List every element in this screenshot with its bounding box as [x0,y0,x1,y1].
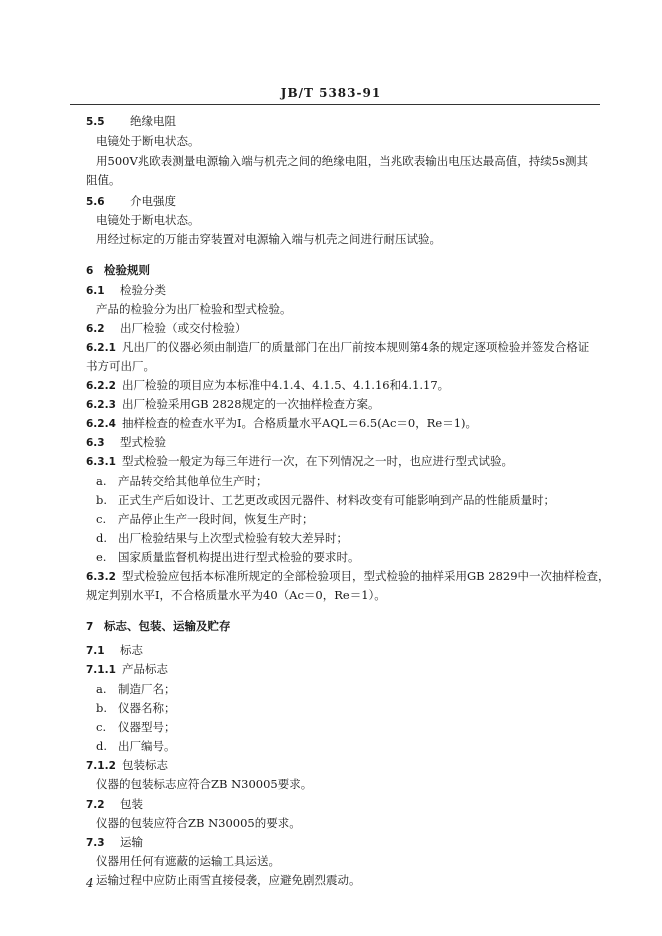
section-number: 6.3 [86,437,105,449]
section-title: 运输 [120,835,143,849]
clause-number: 7.1.1 [86,664,116,676]
list-item [96,684,176,696]
section-number: 7.3 [86,837,105,849]
clause-number: 6.3.1 [86,456,116,468]
list-item [96,476,268,488]
section-6-3-heading [86,437,166,449]
list-marker: e. [96,550,107,564]
header-rule [70,104,600,105]
list-text: 仪器型号； [118,720,176,734]
clause-text: 出厂检验采用GB 2828规定的一次抽样检查方案。 [122,397,380,411]
clause-number: 6.2.4 [86,418,116,430]
paragraph: 书方可出厂。 [86,359,155,373]
clause-6-3-2 [86,571,610,583]
list-item [96,722,176,734]
section-title: 绝缘电阻 [130,114,176,128]
chapter-title: 检验规则 [104,263,150,277]
paragraph: 仪器的包装标志应符合ZB N30005要求。 [96,777,313,791]
list-item [96,533,348,545]
clause-6-2-3 [86,399,380,411]
section-title: 型式检验 [120,435,166,449]
chapter-number: 6 [86,265,94,277]
chapter-7-heading [86,621,231,633]
chapter-title: 标志、包装、运输及贮存 [104,619,231,633]
list-text: 产品转交给其他单位生产时； [118,474,268,488]
list-text: 制造厂名； [118,682,176,696]
list-item [96,495,555,507]
list-item [96,514,314,526]
paragraph: 仪器用任何有遮蔽的运输工具运送。 [96,854,280,868]
list-marker: d. [96,531,108,545]
section-number: 6.2 [86,323,105,335]
section-number: 5.5 [86,116,105,128]
list-text: 仪器名称； [118,701,176,715]
standard-code-header: JB/T 5383-91 [280,86,382,100]
section-number: 7.2 [86,799,105,811]
list-text: 出厂编号。 [118,739,176,753]
list-marker: a. [96,474,107,488]
clause-number: 7.1.2 [86,760,116,772]
clause-title: 包装标志 [122,758,168,772]
section-title: 出厂检验（或交付检验） [120,321,247,335]
section-number: 5.6 [86,196,105,208]
paragraph: 电镜处于断电状态。 [96,213,200,227]
clause-6-2-4 [86,418,477,430]
section-5-5-heading [86,116,176,128]
clause-number: 6.2.2 [86,380,116,392]
paragraph: 规定判别水平Ⅰ，不合格质量水平为40（Ac＝0，Re＝1）。 [86,588,386,602]
section-6-2-heading [86,323,247,335]
paragraph: 用经过标定的万能击穿装置对电源输入端与机壳之间进行耐压试验。 [96,232,441,246]
list-marker: d. [96,739,108,753]
page-number: 4 [86,876,94,890]
paragraph: 电镜处于断电状态。 [96,134,200,148]
list-marker: c. [96,720,107,734]
list-item [96,703,176,715]
section-title: 介电强度 [130,194,176,208]
list-marker: c. [96,512,107,526]
paragraph: 产品的检验分为出厂检验和型式检验。 [96,302,292,316]
chapter-number: 7 [86,621,94,633]
section-number: 6.1 [86,285,105,297]
section-7-3-heading [86,837,143,849]
clause-number: 6.2.3 [86,399,116,411]
list-text: 出厂检验结果与上次型式检验有较大差异时； [118,531,348,545]
section-title: 检验分类 [120,283,166,297]
clause-6-2-2 [86,380,449,392]
section-title: 包装 [120,797,143,811]
list-marker: b. [96,701,108,715]
section-number: 7.1 [86,645,105,657]
clause-text: 抽样检查的检查水平为Ⅰ。合格质量水平AQL＝6.5(Ac＝0，Re＝1)。 [122,416,478,430]
clause-title: 产品标志 [122,662,168,676]
list-item [96,552,360,564]
clause-6-3-1 [86,456,513,468]
paragraph: 仪器的包装应符合ZB N30005的要求。 [96,816,301,830]
paragraph: 用500V兆欧表测量电源输入端与机壳之间的绝缘电阻，当兆欧表输出电压达最高值，持续5s测其 [96,154,588,168]
clause-text: 型式检验应包括本标准所规定的全部检验项目，型式检验的抽样采用GB 2829中一次抽样检查， [122,569,610,583]
clause-text: 型式检验一般定为每三年进行一次，在下列情况之一时，也应进行型式试验。 [122,454,513,468]
clause-6-2-1 [86,342,589,354]
list-marker: a. [96,682,107,696]
section-6-1-heading [86,285,166,297]
clause-number: 6.3.2 [86,571,116,583]
list-text: 产品停止生产一段时间，恢复生产时； [118,512,314,526]
clause-text: 出厂检验的项目应为本标准中4.1.4、4.1.5、4.1.16和4.1.17。 [122,378,450,392]
clause-number: 6.2.1 [86,342,116,354]
list-marker: b. [96,493,108,507]
section-7-1-heading [86,645,143,657]
paragraph: 阻值。 [86,173,121,187]
chapter-6-heading [86,265,150,277]
list-text: 国家质量监督机构提出进行型式检验的要求时。 [118,550,360,564]
section-7-2-heading [86,799,143,811]
clause-text: 凡出厂的仪器必须由制造厂的质量部门在出厂前按本规则第4条的规定逐项检验并签发合格证 [122,340,590,354]
paragraph: 运输过程中应防止雨雪直接侵袭，应避免剧烈震动。 [96,873,361,887]
clause-7-1-1-heading [86,664,168,676]
section-title: 标志 [120,643,143,657]
clause-7-1-2-heading [86,760,168,772]
list-item [96,741,176,753]
section-5-6-heading [86,196,176,208]
list-text: 正式生产后如设计、工艺更改或因元器件、材料改变有可能影响到产品的性能质量时； [118,493,555,507]
